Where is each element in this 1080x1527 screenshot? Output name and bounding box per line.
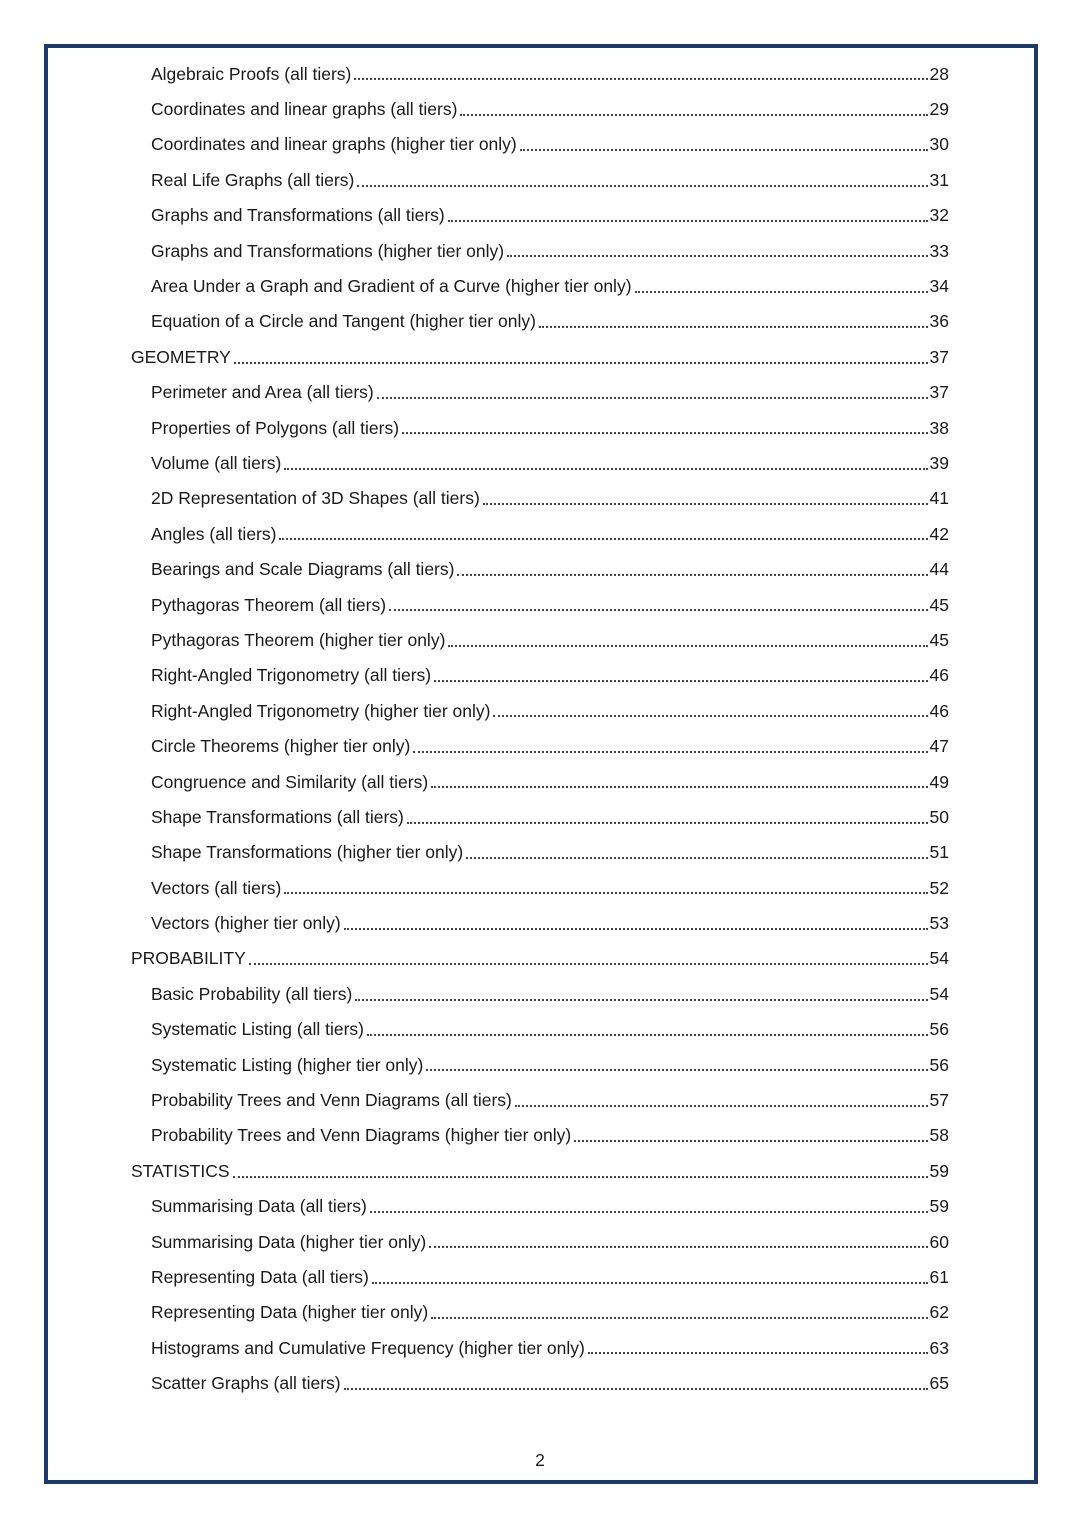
toc-entry-title: Properties of Polygons (all tiers) [151,417,400,438]
toc-entry-page: 39 [929,452,949,473]
toc-section-heading[interactable] [0,1153,1080,1188]
toc-entry[interactable] [0,56,1080,91]
toc-entry-title: Histograms and Cumulative Frequency (higher tier only) [151,1337,585,1358]
toc-entry[interactable] [0,1012,1080,1047]
toc-entry-page: 59 [929,1160,949,1181]
toc-entry[interactable] [0,587,1080,622]
toc-entry-title: Graphs and Transformations (higher tier only) [151,240,505,261]
dot-leader [466,857,927,859]
toc-entry-page: 28 [929,63,949,84]
toc-entry[interactable] [0,870,1080,905]
toc-entry-title: Probability Trees and Venn Diagrams (all tiers) [151,1090,512,1111]
dot-leader [344,1388,928,1390]
toc-entry-page: 52 [929,877,949,898]
dot-leader [389,609,927,611]
dot-leader [539,326,928,328]
toc-entry-page: 57 [929,1090,949,1111]
toc-entry-title: Coordinates and linear graphs (all tiers) [151,99,458,120]
toc-entry-page: 44 [929,559,949,580]
dot-leader [249,963,928,965]
toc-entry[interactable] [0,551,1080,586]
toc-entry[interactable] [0,91,1080,126]
toc-entry-title: Graphs and Transformations (all tiers) [151,205,445,226]
toc-entry[interactable] [0,976,1080,1011]
toc-entry-title: Coordinates and linear graphs (higher tier only) [151,134,517,155]
toc-entry[interactable] [0,1224,1080,1259]
toc-entry-title: Bearings and Scale Diagrams (all tiers) [151,559,455,580]
toc-entry[interactable] [0,162,1080,197]
toc-entry-title: Representing Data (higher tier only) [151,1302,429,1323]
toc-entry[interactable] [0,905,1080,940]
toc-entry-title: Pythagoras Theorem (higher tier only) [151,629,446,650]
toc-entry[interactable] [0,304,1080,339]
toc-entry[interactable] [0,268,1080,303]
toc-entry[interactable] [0,799,1080,834]
toc-entry-page: 59 [929,1196,949,1217]
toc-entry-page: 54 [929,983,949,1004]
toc-entry[interactable] [0,1295,1080,1330]
dot-leader [431,1317,927,1319]
dot-leader [520,149,928,151]
dot-leader [483,503,928,505]
toc-entry-page: 56 [929,1019,949,1040]
dot-leader [377,397,928,399]
toc-entry-title: Pythagoras Theorem (all tiers) [151,594,387,615]
toc-entry-title: Volume (all tiers) [151,452,282,473]
toc-entry-page: 32 [929,205,949,226]
toc-entry-page: 56 [929,1054,949,1075]
toc-entry-page: 33 [929,240,949,261]
toc-entry-title: STATISTICS [131,1160,230,1181]
toc-entry-page: 46 [929,665,949,686]
toc-entry[interactable] [0,1330,1080,1365]
toc-entry-page: 58 [929,1125,949,1146]
dot-leader [426,1069,927,1071]
toc-entry[interactable] [0,198,1080,233]
toc-entry-page: 49 [929,771,949,792]
toc-entry-page: 34 [929,276,949,297]
dot-leader [344,928,928,930]
dot-leader [367,1034,928,1036]
toc-entry-title: Vectors (all tiers) [151,877,282,898]
dot-leader [284,892,927,894]
toc-entry[interactable] [0,835,1080,870]
dot-leader [402,432,928,434]
toc-entry-title: Circle Theorems (higher tier only) [151,736,411,757]
toc-entry[interactable] [0,1082,1080,1117]
toc-entry-page: 36 [929,311,949,332]
toc-entry-page: 29 [929,99,949,120]
dot-leader [370,1211,928,1213]
toc-entry-page: 53 [929,913,949,934]
toc-entry-title: PROBABILITY [131,948,246,969]
toc-entry[interactable] [0,728,1080,763]
toc-entry-page: 62 [929,1302,949,1323]
toc-entry-title: Angles (all tiers) [151,523,277,544]
dot-leader [448,645,927,647]
toc-entry-title: Summarising Data (all tiers) [151,1196,367,1217]
toc-entry-title: Algebraic Proofs (all tiers) [151,63,352,84]
toc-entry[interactable] [0,1047,1080,1082]
toc-entry[interactable] [0,764,1080,799]
toc-entry-title: Vectors (higher tier only) [151,913,341,934]
dot-leader [635,291,928,293]
toc-entry[interactable] [0,127,1080,162]
dot-leader [234,362,928,364]
toc-entry-title: Right-Angled Trigonometry (higher tier only) [151,700,491,721]
toc-entry-page: 45 [929,594,949,615]
toc-entry-page: 47 [929,736,949,757]
toc-entry-title: GEOMETRY [131,346,231,367]
toc-entry-page: 63 [929,1337,949,1358]
toc-entry-title: Equation of a Circle and Tangent (higher tier only) [151,311,536,332]
toc-entry-page: 61 [929,1266,949,1287]
toc-entry-title: Shape Transformations (all tiers) [151,806,404,827]
toc-entry-page: 37 [929,346,949,367]
toc-entry-page: 42 [929,523,949,544]
dot-leader [357,185,927,187]
toc-entry[interactable] [0,375,1080,410]
dot-leader [515,1105,928,1107]
toc-entry-title: 2D Representation of 3D Shapes (all tiers) [151,488,480,509]
toc-entry[interactable] [0,410,1080,445]
toc-entry[interactable] [0,233,1080,268]
toc-entry-page: 41 [929,488,949,509]
dot-leader [460,114,927,116]
dot-leader [413,751,927,753]
toc-entry-title: Shape Transformations (higher tier only) [151,842,464,863]
toc-entry-title: Right-Angled Trigonometry (all tiers) [151,665,432,686]
toc-entry-page: 31 [929,169,949,190]
toc-entry-page: 38 [929,417,949,438]
toc-entry[interactable] [0,622,1080,657]
toc-entry[interactable] [0,1118,1080,1153]
toc-entry-title: Systematic Listing (all tiers) [151,1019,364,1040]
toc-entry-page: 37 [929,382,949,403]
toc-entry-page: 30 [929,134,949,155]
dot-leader [284,468,927,470]
toc-entry[interactable] [0,1259,1080,1294]
dot-leader [434,680,927,682]
toc-entry-page: 65 [929,1373,949,1394]
toc-entry-page: 54 [929,948,949,969]
dot-leader [233,1176,928,1178]
toc-section-heading[interactable] [0,941,1080,976]
toc-entry-title: Real Life Graphs (all tiers) [151,169,355,190]
toc-entry-title: Perimeter and Area (all tiers) [151,382,374,403]
toc-entry[interactable] [0,445,1080,480]
dot-leader [354,78,927,80]
dot-leader [493,715,927,717]
dot-leader [574,1140,927,1142]
dot-leader [355,999,927,1001]
toc-entry-title: Congruence and Similarity (all tiers) [151,771,429,792]
toc-entry-page: 45 [929,629,949,650]
dot-leader [507,255,927,257]
toc-entry[interactable] [0,1365,1080,1400]
toc-entry[interactable] [0,658,1080,693]
toc-entry-page: 46 [929,700,949,721]
toc-entry[interactable] [0,516,1080,551]
dot-leader [279,538,927,540]
toc-entry-page: 60 [929,1231,949,1252]
toc-entry-page: 51 [929,842,949,863]
dot-leader [431,786,927,788]
dot-leader [457,574,927,576]
toc-section-heading[interactable] [0,339,1080,374]
toc-entry[interactable] [0,1189,1080,1224]
toc-entry[interactable] [0,693,1080,728]
toc-entry-title: Systematic Listing (higher tier only) [151,1054,424,1075]
toc-entry-title: Area Under a Graph and Gradient of a Curve (higher tier only) [151,276,632,297]
toc-entry-title: Scatter Graphs (all tiers) [151,1373,341,1394]
toc-entry-title: Representing Data (all tiers) [151,1266,369,1287]
dot-leader [448,220,928,222]
dot-leader [588,1352,928,1354]
toc-entry-title: Summarising Data (higher tier only) [151,1231,427,1252]
toc-entry-title: Basic Probability (all tiers) [151,983,353,1004]
toc-entry-page: 50 [929,806,949,827]
toc-entry[interactable] [0,481,1080,516]
page-number: 2 [535,1450,545,1470]
dot-leader [372,1282,928,1284]
toc-entry-title: Probability Trees and Venn Diagrams (higher tier only) [151,1125,572,1146]
table-of-contents [0,56,1080,1401]
dot-leader [407,822,928,824]
dot-leader [429,1246,927,1248]
